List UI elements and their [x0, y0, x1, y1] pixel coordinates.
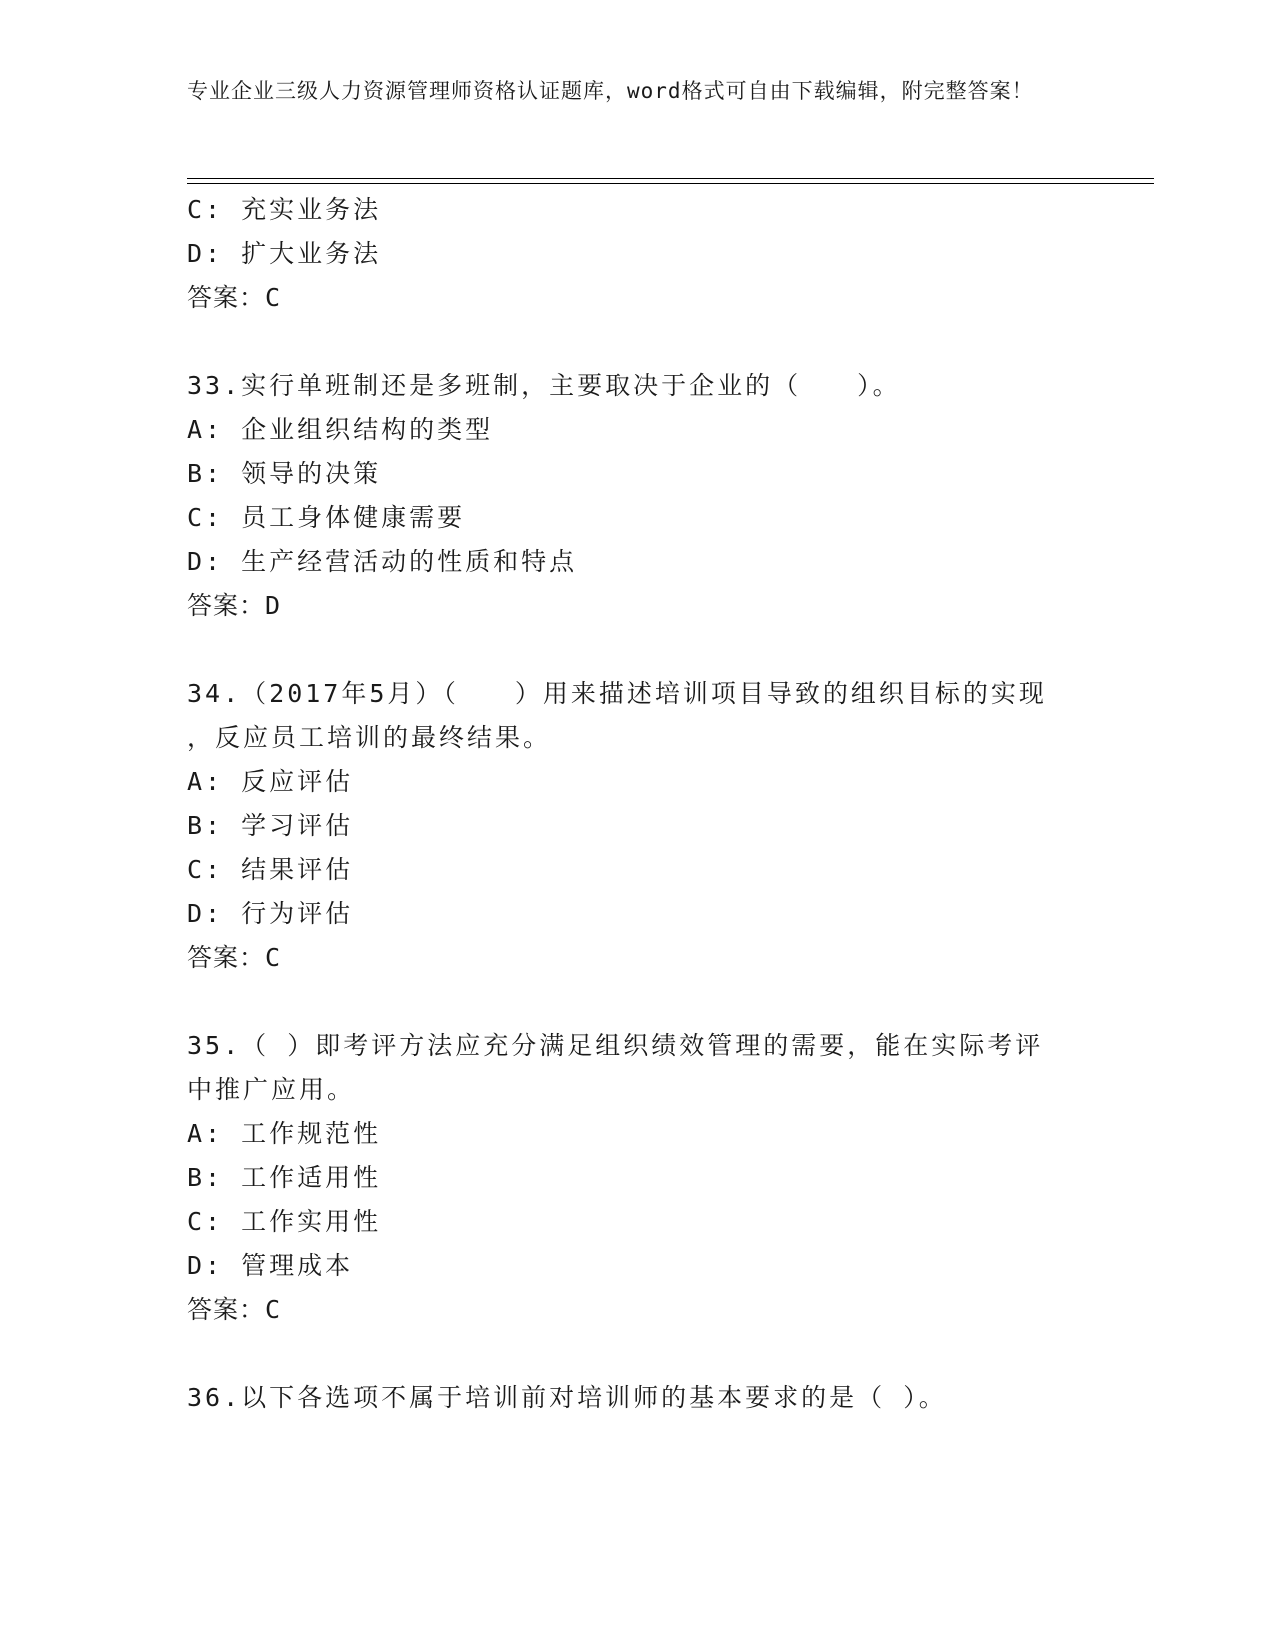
- header-rule-bottom: [187, 183, 1154, 184]
- q34-question-line2: ，反应员工培训的最终结果。: [187, 723, 552, 752]
- q35-option-b: B: 工作适用性: [187, 1163, 382, 1192]
- q34-option-d: D: 行为评估: [187, 899, 354, 928]
- q33-question: 33.实行单班制还是多班制，主要取决于企业的（ ）。: [187, 371, 901, 400]
- q34-answer: 答案：C: [187, 943, 282, 972]
- q35-option-c: C: 工作实用性: [187, 1207, 382, 1236]
- header-rule-top: [187, 178, 1154, 179]
- q35-question-line1: 35.（ ）即考评方法应充分满足组织绩效管理的需要，能在实际考评: [187, 1031, 1044, 1060]
- q34-option-b: B: 学习评估: [187, 811, 354, 840]
- q36-question: 36.以下各选项不属于培训前对培训师的基本要求的是（ ）。: [187, 1383, 947, 1412]
- q32-option-d: D: 扩大业务法: [187, 239, 382, 268]
- q33-option-d: D: 生产经营活动的性质和特点: [187, 547, 578, 576]
- q33-option-a: A: 企业组织结构的类型: [187, 415, 494, 444]
- q33-option-c: C: 员工身体健康需要: [187, 503, 466, 532]
- q35-option-a: A: 工作规范性: [187, 1119, 382, 1148]
- q32-answer: 答案：C: [187, 283, 282, 312]
- q33-answer: 答案：D: [187, 591, 282, 620]
- q33-option-b: B: 领导的决策: [187, 459, 382, 488]
- q34-option-c: C: 结果评估: [187, 855, 354, 884]
- q34-question-line1: 34.（2017年5月）（ ）用来描述培训项目导致的组织目标的实现: [187, 679, 1047, 708]
- q35-question-line2: 中推广应用。: [187, 1075, 356, 1104]
- q32-option-c: C: 充实业务法: [187, 195, 382, 224]
- q35-option-d: D: 管理成本: [187, 1251, 354, 1280]
- q35-answer: 答案：C: [187, 1295, 282, 1324]
- q34-option-a: A: 反应评估: [187, 767, 354, 796]
- document-header: 专业企业三级人力资源管理师资格认证题库，word格式可自由下载编辑，附完整答案！: [187, 79, 1034, 103]
